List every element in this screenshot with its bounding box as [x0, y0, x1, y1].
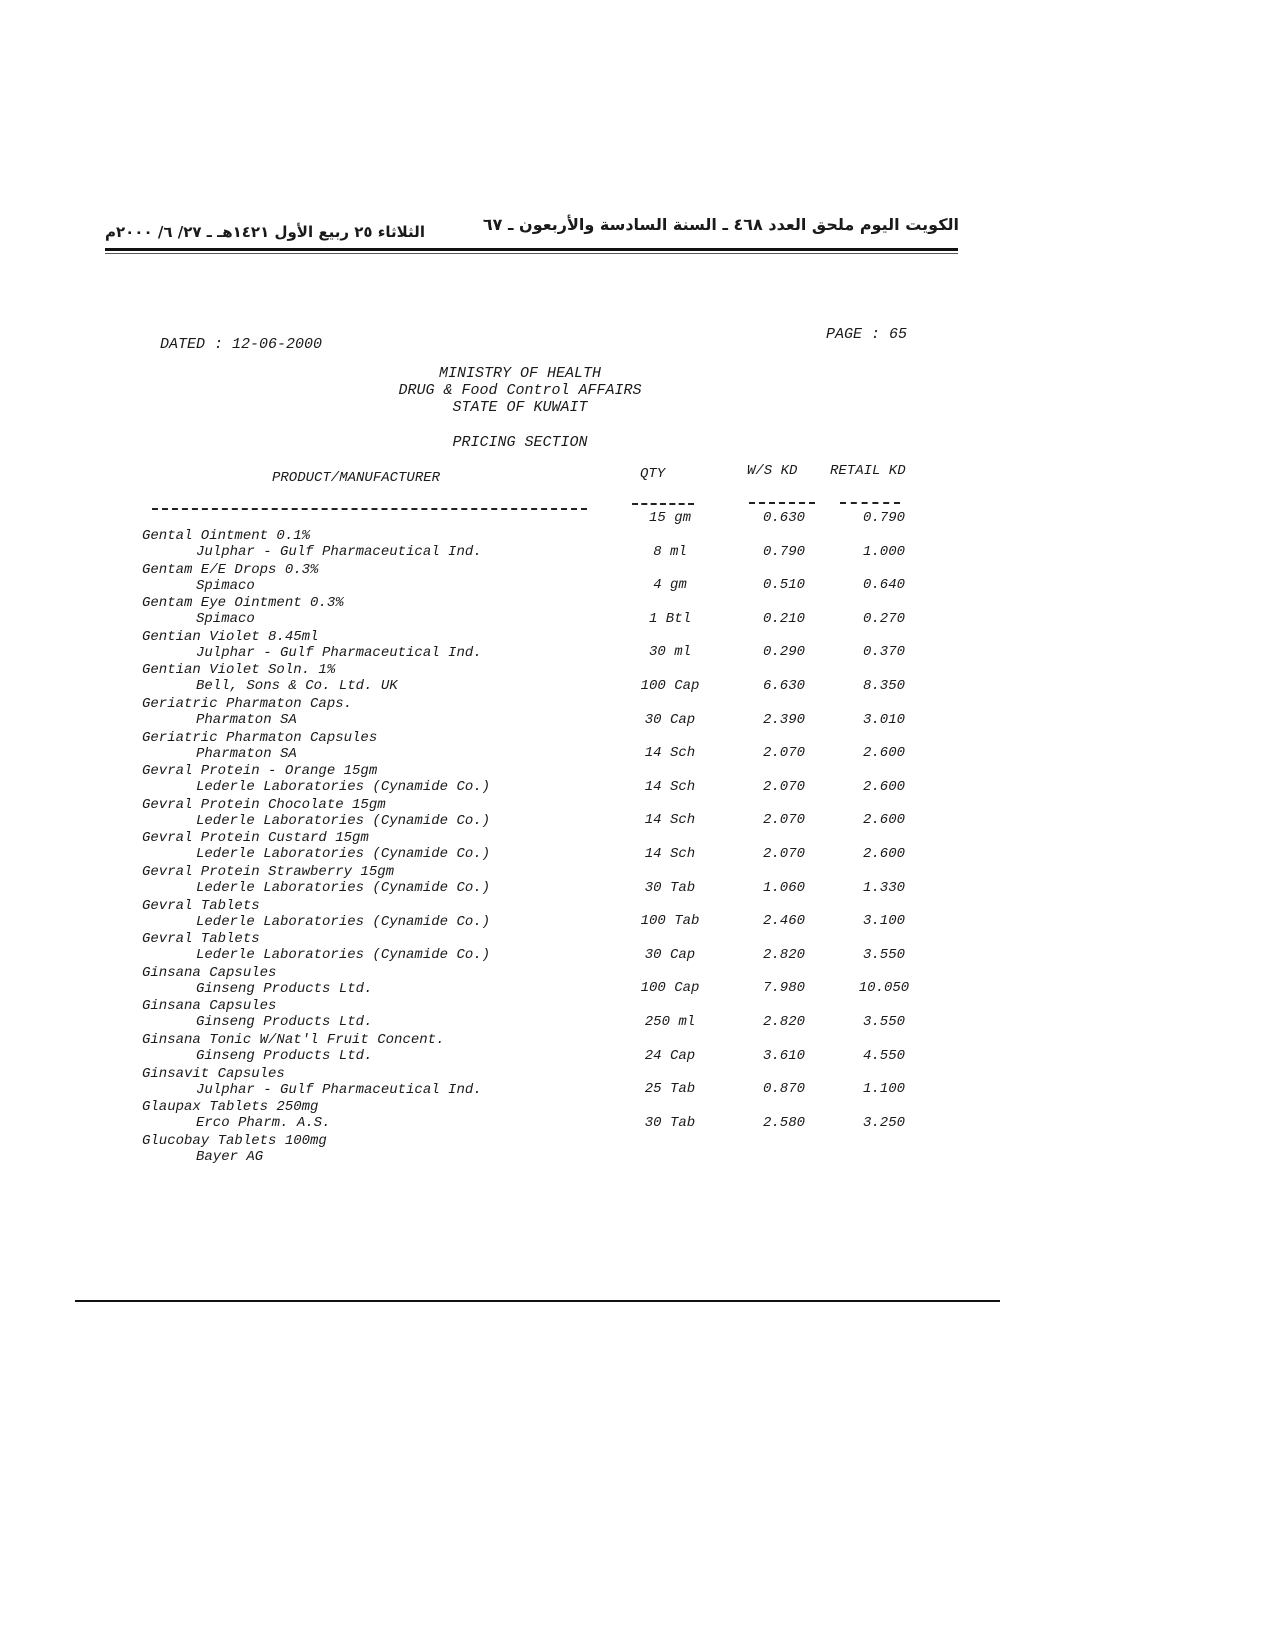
quantity-cell: 30 ml: [648, 644, 691, 661]
product-name: Glaupax Tablets 250mg: [142, 1099, 319, 1116]
product-name: Geriatric Pharmaton Capsules: [142, 729, 378, 746]
product-name: Ginsana Capsules: [142, 998, 277, 1015]
retail-price-cell: 10.050: [858, 980, 910, 997]
manufacturer-name: Bayer AG: [196, 1148, 264, 1165]
masthead-publication: الكويت اليوم ملحق العدد ٤٦٨ ـ السنة السادسة والأربعون ـ ٦٧: [482, 215, 959, 234]
quantity-cell: 100 Cap: [640, 980, 700, 997]
quantity-cell: 30 Cap: [644, 711, 696, 728]
ministry-title: MINISTRY OF HEALTH: [438, 365, 602, 382]
manufacturer-name: Lederle Laboratories (Cynamide Co.): [196, 913, 491, 930]
state-title: STATE OF KUWAIT: [452, 399, 588, 416]
product-name: Gevral Protein Custard 15gm: [142, 830, 369, 847]
quantity-cell: 25 Tab: [644, 1081, 696, 1098]
wholesale-price-cell: 0.790: [762, 543, 805, 560]
bottom-rule: [75, 1300, 1000, 1302]
column-header-product: PRODUCT/MANUFACTURER: [272, 470, 441, 486]
manufacturer-name: Spimaco: [196, 611, 255, 628]
manufacturer-name: Lederle Laboratories (Cynamide Co.): [196, 846, 491, 863]
column-header-qty: QTY: [640, 466, 666, 482]
manufacturer-name: Bell, Sons & Co. Ltd. UK: [196, 678, 398, 695]
product-name: Geriatric Pharmaton Caps.: [142, 696, 353, 712]
product-name: Gevral Tablets: [142, 931, 260, 948]
wholesale-price-cell: 7.980: [762, 980, 805, 997]
product-name: Gevral Protein - Orange 15gm: [142, 763, 378, 780]
retail-price-cell: 4.550: [862, 1047, 905, 1064]
manufacturer-name: Ginseng Products Ltd.: [196, 1014, 373, 1031]
product-name: Gentian Violet Soln. 1%: [142, 662, 336, 679]
product-name: Gentam Eye Ointment 0.3%: [142, 595, 344, 612]
wholesale-price-cell: 6.630: [762, 678, 805, 694]
table-row: [0, 1114, 1275, 1165]
retail-price-cell: 3.550: [862, 1014, 905, 1030]
product-name: Gevral Tablets: [142, 897, 260, 914]
manufacturer-name: Lederle Laboratories (Cynamide Co.): [196, 947, 491, 964]
manufacturer-name: Julphar - Gulf Pharmaceutical Ind.: [196, 544, 482, 560]
quantity-cell: 30 Tab: [644, 879, 696, 896]
manufacturer-name: Lederle Laboratories (Cynamide Co.): [196, 779, 491, 796]
wholesale-price-cell: 0.210: [762, 610, 805, 627]
wholesale-price-cell: 2.070: [762, 745, 805, 762]
wholesale-price-cell: 0.630: [762, 510, 805, 526]
quantity-cell: 8 ml: [653, 543, 687, 560]
wholesale-price-cell: 2.820: [762, 1014, 805, 1030]
product-name: Gental Ointment 0.1%: [142, 528, 311, 544]
retail-price-cell: 3.550: [862, 946, 905, 963]
retail-price-cell: 3.010: [862, 711, 905, 728]
quantity-cell: 30 Tab: [644, 1114, 696, 1131]
wholesale-price-cell: 2.580: [762, 1114, 805, 1131]
wholesale-price-cell: 0.290: [762, 644, 805, 661]
quantity-cell: 1 Btl: [648, 610, 691, 627]
manufacturer-name: Pharmaton SA: [196, 712, 297, 728]
product-name: Gentian Violet 8.45ml: [142, 628, 319, 645]
manufacturer-name: Ginseng Products Ltd.: [196, 1048, 373, 1064]
manufacturer-name: Erco Pharm. A.S.: [196, 1115, 331, 1132]
quantity-cell: 250 ml: [644, 1014, 696, 1030]
quantity-cell: 100 Tab: [640, 913, 700, 930]
wholesale-price-cell: 2.820: [762, 946, 805, 963]
quantity-cell: 100 Cap: [640, 678, 700, 694]
wholesale-price-cell: 3.610: [762, 1047, 805, 1064]
retail-price-cell: 2.600: [862, 778, 905, 795]
table-row: [0, 778, 1275, 829]
manufacturer-name: Ginseng Products Ltd.: [196, 980, 373, 997]
retail-price-cell: 8.350: [862, 678, 905, 694]
dated-label: DATED : 12-06-2000: [160, 336, 323, 353]
wholesale-price-cell: 0.510: [762, 577, 805, 594]
quantity-cell: 14 Sch: [644, 812, 696, 829]
product-name: Glucobay Tablets 100mg: [142, 1132, 327, 1149]
section-title: PRICING SECTION: [452, 434, 588, 451]
column-header-ws: W/S KD: [747, 463, 798, 479]
retail-price-cell: 0.790: [862, 510, 905, 526]
product-name: Gevral Protein Strawberry 15gm: [142, 864, 395, 880]
retail-price-cell: 3.250: [862, 1114, 905, 1131]
product-name: Ginsavit Capsules: [142, 1065, 285, 1082]
wholesale-price-cell: 2.460: [762, 913, 805, 930]
wholesale-price-cell: 2.070: [762, 812, 805, 829]
product-name: Gentam E/E Drops 0.3%: [142, 561, 319, 578]
product-name: Ginsana Capsules: [142, 964, 277, 981]
retail-price-cell: 0.640: [862, 577, 905, 594]
retail-price-cell: 2.600: [862, 745, 905, 762]
product-name: Gevral Protein Chocolate 15gm: [142, 796, 386, 813]
column-header-retail: RETAIL KD: [830, 463, 906, 479]
wholesale-price-cell: 2.070: [762, 846, 805, 862]
retail-price-cell: 3.100: [862, 913, 905, 930]
manufacturer-name: Spimaco: [196, 577, 255, 594]
wholesale-price-cell: 2.390: [762, 711, 805, 728]
manufacturer-name: Julphar - Gulf Pharmaceutical Ind.: [196, 1081, 482, 1098]
manufacturer-name: Lederle Laboratories (Cynamide Co.): [196, 880, 491, 896]
quantity-cell: 15 gm: [648, 510, 691, 526]
retail-price-cell: 2.600: [862, 812, 905, 829]
quantity-cell: 14 Sch: [644, 778, 696, 795]
retail-price-cell: 1.100: [862, 1081, 905, 1098]
retail-price-cell: 1.000: [862, 543, 905, 560]
quantity-cell: 24 Cap: [644, 1047, 696, 1064]
retail-price-cell: 0.370: [862, 644, 905, 661]
quantity-cell: 14 Sch: [644, 846, 696, 862]
department-title: DRUG & Food Control AFFAIRS: [398, 382, 642, 399]
retail-price-cell: 0.270: [862, 610, 905, 627]
quantity-cell: 4 gm: [653, 577, 687, 594]
quantity-cell: 14 Sch: [644, 745, 696, 762]
retail-price-cell: 1.330: [862, 879, 905, 896]
wholesale-price-cell: 1.060: [762, 879, 805, 896]
page-number: PAGE : 65: [826, 326, 908, 343]
masthead-date: الثلاثاء ٢٥ ربيع الأول ١٤٢١هـ ـ ٢٧/ ٦/ ٢٠٠٠م: [105, 223, 425, 241]
wholesale-price-cell: 0.870: [762, 1081, 805, 1098]
retail-price-cell: 2.600: [862, 846, 905, 862]
table-row: [0, 812, 1275, 863]
manufacturer-name: Lederle Laboratories (Cynamide Co.): [196, 812, 491, 829]
wholesale-price-cell: 2.070: [762, 778, 805, 795]
product-name: Ginsana Tonic W/Nat'l Fruit Concent.: [142, 1032, 445, 1048]
manufacturer-name: Pharmaton SA: [196, 745, 297, 762]
table-row: [0, 745, 1275, 796]
manufacturer-name: Julphar - Gulf Pharmaceutical Ind.: [196, 644, 482, 661]
quantity-cell: 30 Cap: [644, 946, 696, 963]
